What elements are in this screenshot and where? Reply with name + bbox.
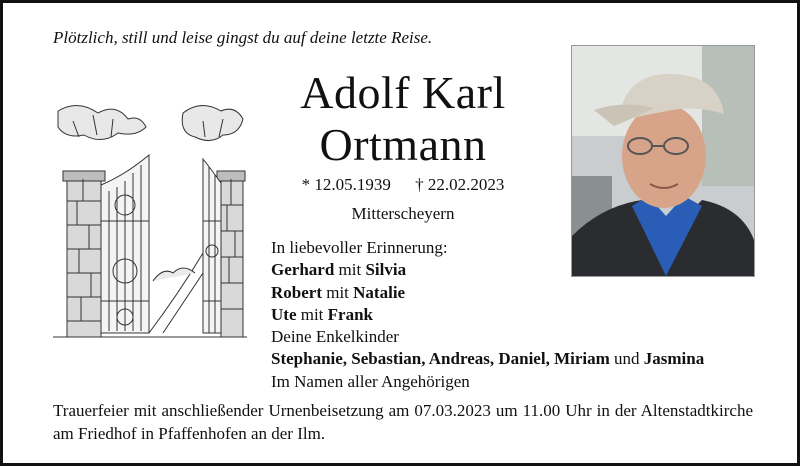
deceased-name [271,67,535,171]
last-name: Ortmann [319,119,487,170]
mourner-name: Robert [271,282,322,302]
motto: Plötzlich, still und leise gingst du auf deine letzte Reise. [53,28,433,47]
grandchildren-connector: und [614,349,640,369]
mourner-partner: Natalie [353,282,406,302]
grandchildren-row [271,348,704,370]
life-dates [271,175,535,195]
mourner-connector: mit [326,282,349,302]
death-date: † 22.02.2023 [415,175,505,194]
mourner-row [271,304,704,326]
mourner-name: Ute [271,304,297,324]
funeral-service-notice: Trauerfeier mit anschließender Urnenbeisetzung am 07.03.2023 um 11.00 Uhr in der Altenstadtkirche am Friedhof in Pfaffenhofen an der Ilm. [53,401,753,443]
birth-date: * 12.05.1939 [301,175,391,194]
mourner-partner: Frank [327,304,373,324]
mourner-name: Gerhard [271,260,335,280]
mourner-connector: mit [338,260,362,280]
garden-gate-illustration [53,101,247,345]
first-name: Adolf Karl [300,67,506,118]
mourner-partner: Silvia [365,260,407,280]
mourners-block [271,237,704,393]
closing-line: Im Namen aller Angehörigen [271,371,470,391]
mourners-intro: In liebevoller Erinnerung: [271,238,448,257]
residence-place: Mitterscheyern [351,204,455,223]
mourner-row [271,259,704,281]
grandchildren-label: Deine Enkelkinder [271,327,399,347]
grandchildren-names: Stephanie, Sebastian, Andreas, Daniel, Miriam [271,349,610,369]
mourner-connector: mit [300,304,324,324]
mourner-row [271,282,704,304]
grandchildren-last-name: Jasmina [643,349,705,369]
